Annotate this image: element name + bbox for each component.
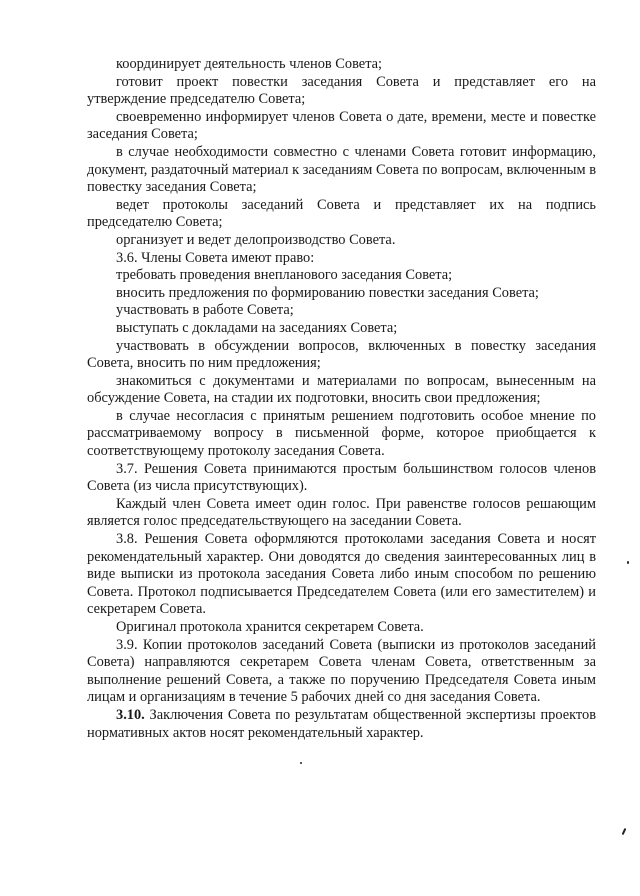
paragraph: организует и ведет делопроизводство Совета. — [116, 231, 396, 248]
paragraph: участвовать в обсуждении вопросов, включенных в повестку заседания Совета, вносить по ним предложения; — [87, 337, 596, 372]
section-3-9: 3.9. Копии протоколов заседаний Совета (выписки из протоколов заседаний Совета) направляются секретарем Совета членам Совета, ответственным за выполнение решений Совета, а также по поручению Председателя Совета иным лицам и организациям в течение 5 рабочих дней со дня заседания Совета. — [87, 636, 596, 706]
section-3-7: 3.7. Решения Совета принимаются простым большинством голосов членов Совета (из числа присутствующих). — [87, 460, 596, 495]
paragraph: участвовать в работе Совета; — [116, 302, 294, 319]
scan-speck — [627, 561, 629, 564]
scan-speck — [622, 828, 627, 835]
paragraph: своевременно информирует членов Совета о дате, времени, месте и повестке заседания Совета; — [87, 108, 596, 143]
paragraph: координирует деятельность членов Совета; — [116, 56, 383, 72]
paragraph: в случае необходимости совместно с членами Совета готовит информацию, документ, раздаточный материал к заседаниям Совета по вопросам, включенным в повестку заседания Совета; — [87, 143, 596, 196]
paragraph: готовит проект повестки заседания Совета и представляет его на утверждение председателю Совета; — [87, 73, 596, 108]
section-3-10-text: Заключения Совета по результатам общественной экспертизы проектов нормативных актов носят рекомендательный характер. — [87, 706, 596, 741]
section-3-8: 3.8. Решения Совета оформляются протоколами заседания Совета и носят рекомендательный характер. Они доводятся до сведения заинтересованных лиц в виде выписки из протокола заседания Совета либо иным способом по решению Совета. Протокол подписывается Председателем Совета (или его заместителем) и секретарем Совета. — [87, 531, 596, 618]
paragraph: знакомиться с документами и материалами по вопросам, вынесенным на обсуждение Совета, на стадии их подготовки, вносить свои предложения; — [87, 372, 596, 407]
paragraph: в случае несогласия с принятым решением подготовить особое мнение по рассматриваемому вопросу в письменной форме, которое приобщается к соответствующему протоколу заседания Совета. — [87, 407, 596, 460]
paragraph: выступать с докладами на заседаниях Совета; — [116, 319, 398, 336]
document-body — [87, 56, 596, 742]
section-3-10 — [87, 707, 596, 742]
paragraph: Каждый член Совета имеет один голос. При равенстве голосов решающим является голос председательствующего на заседании Совета. — [87, 495, 596, 530]
paragraph: Оригинал протокола хранится секретарем Совета. — [116, 619, 424, 635]
paragraph: требовать проведения внепланового заседания Совета; — [116, 267, 453, 284]
section-3-6-heading: 3.6. Члены Совета имеют право: — [116, 249, 315, 266]
scan-speck — [300, 762, 302, 764]
paragraph: вносить предложения по формированию повестки заседания Совета; — [116, 284, 539, 301]
paragraph: ведет протоколы заседаний Совета и представляет их на подпись председателю Совета; — [87, 196, 596, 231]
section-number: 3.10. — [116, 706, 145, 723]
